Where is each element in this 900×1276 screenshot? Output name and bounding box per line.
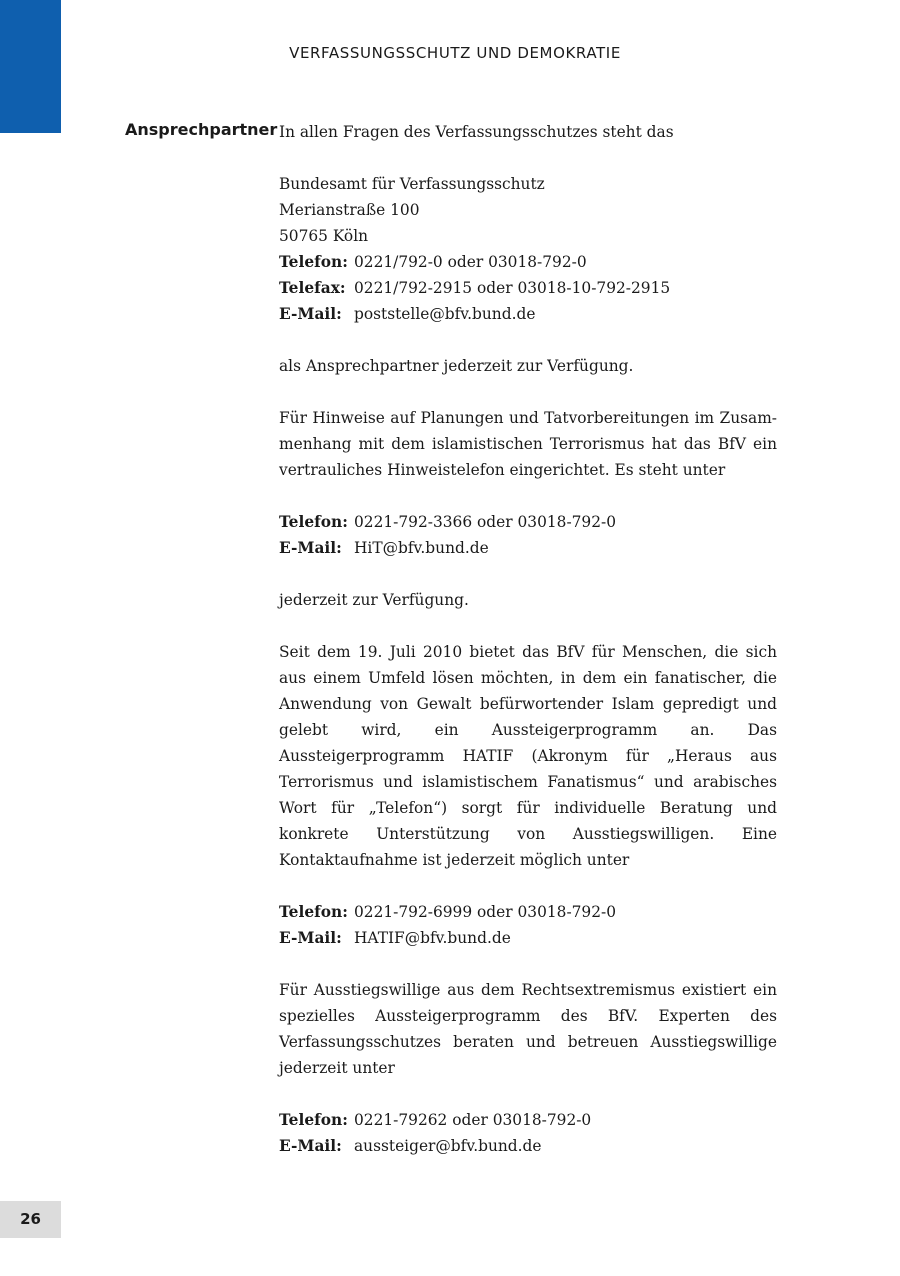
- rechts-contact-block: [279, 1107, 777, 1159]
- rechts-email-row: [279, 1133, 777, 1159]
- hatif-email-value: HATIF@bfv.bund.de: [354, 929, 511, 947]
- hatif-paragraph: Seit dem 19. Juli 2010 bietet das BfV für Menschen, die sich aus einem Umfeld lösen möchten, in dem ein fanatischer, die Anwendung von Gewalt befürwortender Islam gepredigt und gelebt wird, ein Aussteigerprogramm an. Das Aussteigerprogramm HATIF (Akronym für „Heraus aus Terrorismus und islamistischem Fanatismus“ und arabisches Wort für „Telefon“) sorgt für individuelle Beratung und konkrete Unterstützung von Ausstiegswilligen. Eine Kontaktaufnahme ist jederzeit möglich unter: [279, 643, 777, 869]
- rechts-paragraph: Für Ausstiegswillige aus dem Rechtsextremismus existiert ein spezielles Aussteigerprogramm des BfV. Experten des Verfassungsschutzes beraten und betreuen Ausstiegswillige jederzeit unter: [279, 981, 777, 1077]
- hotline-phone-label: Telefon:: [279, 513, 348, 531]
- hotline-outro-paragraph: jederzeit zur Verfügung.: [279, 591, 469, 609]
- address-street: Merianstraße 100: [279, 201, 420, 219]
- rechts-email-label: E-Mail:: [279, 1137, 342, 1155]
- running-header: [0, 44, 900, 62]
- hatif-phone-row: [279, 899, 777, 925]
- rechts-email-value: aussteiger@bfv.bund.de: [354, 1137, 542, 1155]
- hatif-contact-block: [279, 899, 777, 951]
- hotline-email-label: E-Mail:: [279, 539, 342, 557]
- address-block: [279, 171, 777, 327]
- main-fax-row: [279, 275, 777, 301]
- main-phone-label: Telefon:: [279, 253, 348, 271]
- hatif-email-label: E-Mail:: [279, 929, 342, 947]
- main-fax-value: 0221/792-2915 oder 03018-10-792-2915: [354, 279, 671, 297]
- hotline-email-value: HiT@bfv.bund.de: [354, 539, 489, 557]
- main-phone-row: [279, 249, 777, 275]
- rechts-phone-value: 0221-79262 oder 03018-792-0: [354, 1111, 592, 1129]
- hatif-email-row: [279, 925, 777, 951]
- page-number-box: [0, 1201, 61, 1238]
- section-heading: Ansprechpartner: [125, 120, 278, 139]
- address-org: Bundesamt für Verfassungsschutz: [279, 175, 545, 193]
- hotline-email-row: [279, 535, 777, 561]
- hotline-phone-row: [279, 509, 777, 535]
- running-header-title: VERFASSUNGSSCHUTZ UND DEMOKRATIE: [289, 44, 621, 62]
- intro-paragraph: In allen Fragen des Verfassungsschutzes steht das: [279, 123, 674, 141]
- page-number: 26: [20, 1210, 41, 1228]
- hatif-phone-label: Telefon:: [279, 903, 348, 921]
- body-text: [279, 119, 777, 1185]
- address-city: 50765 Köln: [279, 227, 369, 245]
- hatif-phone-value: 0221-792-6999 oder 03018-792-0: [354, 903, 617, 921]
- main-phone-value: 0221/792-0 oder 03018-792-0: [354, 253, 587, 271]
- hotline-phone-value: 0221-792-3366 oder 03018-792-0: [354, 513, 617, 531]
- main-email-row: [279, 301, 777, 327]
- main-email-label: E-Mail:: [279, 305, 342, 323]
- rechts-phone-row: [279, 1107, 777, 1133]
- main-fax-label: Telefax:: [279, 279, 346, 297]
- rechts-phone-label: Telefon:: [279, 1111, 348, 1129]
- main-email-value: poststelle@bfv.bund.de: [354, 305, 536, 323]
- hotline-contact-block: [279, 509, 777, 561]
- outro-main-paragraph: als Ansprechpartner jederzeit zur Verfügung.: [279, 357, 634, 375]
- chapter-color-tab: [0, 0, 61, 133]
- hotline-paragraph: Für Hinweise auf Planungen und Tatvorbereitungen im Zusammenhang mit dem islamistischen Terrorismus hat das BfV ein vertrauliches Hinweistelefon eingerichtet. Es steht unter: [279, 409, 777, 479]
